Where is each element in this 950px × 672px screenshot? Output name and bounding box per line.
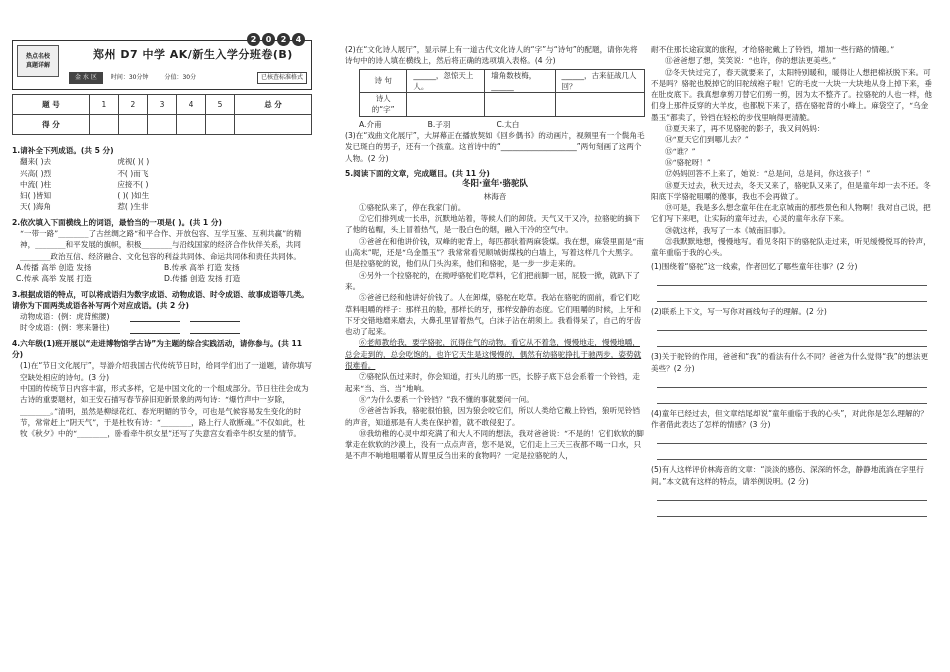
- answer-blank[interactable]: [190, 312, 240, 322]
- article-paragraph: ②它们排列成一长串，沉默地站着，等候人们的卸货。天气又干又冷，拉骆驼的摘下了他的毡帽，头上冒着热气，是一股白色的烟，融入干冷的空气中。: [345, 214, 640, 235]
- answer-line[interactable]: [657, 503, 927, 517]
- answer-line[interactable]: [657, 487, 927, 501]
- answer-line[interactable]: [657, 333, 927, 347]
- article-paragraph: ⑨爸爸告诉我，骆驼很怕狼，因为狼会咬它们，所以人类给它戴上铃铛，狼听见铃铛的声音，知道那是有人类在保护着，就不敢侵犯了。: [345, 406, 640, 427]
- animal-idiom-line: 动物成语：(例：虎背熊腰): [12, 311, 312, 322]
- season-idiom-line: 时令成语：(例：寒来暑往): [12, 322, 312, 333]
- question-4-2: (2)在“文化诗人展厅”，显示屏上有一道古代文化诗人的“字”与“诗句”的配题，请你先将诗句中的诗人填在横线上，然后将正确的选项填入表格。(4 分): [345, 45, 638, 66]
- answer-blank[interactable]: [130, 324, 180, 334]
- score-table: 题 号 1 2 3 4 5 总 分 得 分: [12, 94, 312, 135]
- poet-options: A.介甫 B.子羽 C.太白: [359, 119, 520, 129]
- question-3: 3.根据成语的特点，可以将成语归为数字成语、动物成语、时令成语、故事成语等几类。请你为下面两类成语各补写两个对应成语。(共 2 分): [12, 289, 309, 310]
- article-paragraph: ⑰妈妈回答不上来了，她说：“总是问，总是问，你这孩子！”: [665, 169, 871, 179]
- answer-line[interactable]: [657, 390, 927, 404]
- question-2-text: “一带一路”________了古丝绸之路“和平合作、开放包容、互学互鉴、互利共赢”的精神，________和平发展的旗帜，积极________与沿线国家的经济合作伙伴关系，共同________政治互信、经济融合、文化包容的利益共同体、命运共同体和责任共同体。: [20, 229, 302, 261]
- article-paragraph: ⑲可是，我是多么想念童年住在北京城南的那些景色和人物啊！我对自己说，把它们写下来吧，让实际的童年过去，心灵的童年永存下来。: [651, 203, 931, 224]
- article-paragraph: ④另外一个拉骆驼的，在拗呼骆驼们吃草料，它们把前脚一屈，屁股一掀，就趴下了来。: [345, 270, 640, 291]
- format-tag: 已核查标准格式: [257, 72, 307, 84]
- column-middle: [345, 44, 645, 462]
- exam-info-bar: [69, 72, 307, 84]
- answer-line[interactable]: [657, 272, 927, 286]
- year-badge: 2 0 2 4: [247, 33, 305, 46]
- underlined-paragraph: ⑥老师教给我，要学骆驼，沉得住气的动物。看它从不着急，慢慢地走，慢慢地嚼，总会走到的，总会吃饱的。也许它天生是这慢慢的，偶然有幼骆驼挣扎于驰两步，姿势就很难看。: [345, 338, 642, 371]
- time-label: 时间：30分钟: [110, 74, 149, 82]
- idiom-grid: 翻来( )去 虎视( )( ) 兴高( )烈 不( )而飞 中流( )柱 应接不( ) 妇( )皆知 ( )( )如生 天( )海角 惹( )生非: [20, 157, 150, 212]
- question-4-3: (3)在“戏曲文化展厅”，大屏幕正在播放契如《回乡偶书》的动画片，视频里有一个鬓角毛发已斑白的男子，还有一个孩童。这首诗中的“____________________”两句刻画了这两个人物。(2 分): [345, 131, 645, 163]
- question-5: 5.阅读下面的文章，完成题目。(共 11 分): [345, 168, 490, 178]
- article-paragraph: ⑯“骆驼呀！”: [665, 157, 711, 167]
- sub-question-1: (1)围绕着“骆驼”这一线索，作者回忆了哪些童年往事？(2 分): [651, 261, 858, 271]
- poet-table: 诗 句 ______，忽惊天上人。 墙角数枝梅，______ ______，古来征战几人回？ 诗人的“字”: [359, 69, 645, 117]
- column-left: [12, 35, 312, 439]
- question-4-1: (1)在“节日文化展厅”，导游介绍我国古代传统节日时，给同学们出了一道题，请你填写空缺处相应的诗句。(3 分): [20, 361, 312, 382]
- article-paragraph: ⑫冬天快过完了，春天就要来了，太阳特别暖和，暖得让人想把棉袄脱下来。可不是吗？骆驼也脱掉它的旧驼绒袍子啦！它的毛皮一大块一大块地从身上掉下来，垂在肚皮底下。我真想拿剪刀替它们剪一剪，因为太不整齐了。拉骆驼的人也一样，他们身上那件反穿的大羊皮，也都脱下来了，搭在骆驼背的小峰上。麻袋空了，“乌金墨玉”都卖了，铃铛在轻松的步伐里响得更清脆。: [651, 67, 932, 122]
- article-title: 冬阳·童年·骆驼队: [462, 179, 528, 190]
- sub-question-2: (2)联系上下文，写一写你对画线句子的理解。(2 分): [651, 306, 827, 316]
- score-label: 分值：30分: [164, 74, 197, 82]
- answer-blank[interactable]: [190, 324, 240, 334]
- column-right: [651, 44, 933, 519]
- article-paragraph: ⑪爸爸想了想，笑笑说：“也许，你的想法更美些。”: [665, 56, 837, 66]
- article-paragraph: ⑩我幼稚的心灵中却充满了和大人不同的想法，我对爸爸说：“不是的！它们软软的脚掌走在软软的沙漠上，没有一点点声音，您不是说，它们走上三天三夜都不喝一口水，只是不声不响地咀嚼着从胃里反刍出来的食物吗？一定是拉骆驼的人，: [345, 428, 644, 461]
- article-paragraph: ⑮“谁？”: [665, 146, 696, 156]
- sub-question-3: (3)关于驼铃的作用，爸爸和“我”的看法有什么不同？爸爸为什么觉得“我”的想法更美些？(2 分): [651, 352, 929, 373]
- article-paragraph: ⑬夏天来了，再不见骆驼的影子，我又问妈妈：: [665, 124, 825, 134]
- sub-question-4: (4)童年已经过去，但文章结尾却说“童年重临于我的心头”，对此你是怎么理解的？作者借此表达了怎样的情感？(3 分): [651, 408, 928, 430]
- answer-line[interactable]: [657, 430, 927, 444]
- article-paragraph: 耐不住那长途寂寞的旅程，才给骆驼戴上了铃铛，增加一些行路的情趣。”: [651, 45, 895, 54]
- answer-line[interactable]: [657, 446, 927, 460]
- article-paragraph: ⑱夏天过去，秋天过去，冬天又来了，骆驼队又来了，但是童年却一去不还。冬阳底下学骆驼咀嚼的傻事，我也不会再做了。: [651, 180, 931, 201]
- hot-school-badge: 热点名校 真题详解: [17, 45, 59, 77]
- article-paragraph: ⑧“为什么要系一个铃铛？”我不懂的事就要问一问。: [359, 394, 534, 404]
- answer-line[interactable]: [657, 317, 927, 331]
- article-paragraph: ③爸爸在和他讲价钱，双峰的驼背上，每匹都驮着两麻袋煤。我在想，麻袋里面是“南山高末”呢，还是“乌金墨玉”？我常常看见顺城街煤栈的白墙上，写着这样几个大黑字。但是拉骆驼的说，他们从门头沟来，他们和骆驼，是一步一步走来的。: [345, 236, 644, 269]
- article-paragraph: ⑤爸爸已经和他讲好价钱了。人在卸煤，骆驼在吃草。我站在骆驼的面前，看它们吃草料咀嚼的样子：那样丑的脸，那样长的牙，那样安静的态度。它们咀嚼的时候，上牙和下牙交错地磨来磨去，大鼻孔里冒着热气，白沫子沾在胡须上。我看得呆了，自己的牙齿也动了起来。: [345, 293, 642, 337]
- question-1: 1.请补全下列成语。(共 5 分): [12, 146, 114, 155]
- answer-line[interactable]: [657, 288, 927, 302]
- article-author: 林海音: [483, 191, 507, 201]
- question-4: 4.六年级(1)班开展以“走进博物馆学古诗”为主题的综合实践活动，请你参与。(共 11 分): [12, 338, 303, 360]
- sub-question-5: (5)有人这样评价林海音的文章：“淡淡的感伤、深深的怀念，静静地流淌在字里行间。”本文就有这样的特点，请举例说明。(2 分): [651, 465, 924, 486]
- article-paragraph: ⑦骆驼队伍过来时，你会知道，打头儿的那一匹，长脖子底下总会系着一个铃铛，走起来“当、当、当”地响。: [345, 372, 640, 393]
- answer-line[interactable]: [657, 374, 927, 388]
- article-paragraph: ⑳就这样，我写了一本《城南旧事》。: [665, 225, 791, 235]
- question-2-options: A.传播 高举 创造 发扬 B.传承 高举 打造 发扬 C.传承 高举 发展 打造 D.传播 创造 发扬 打造: [16, 262, 241, 284]
- article-paragraph: ①骆驼队来了，停在我家门前。: [359, 202, 466, 212]
- article-paragraph: ㉑我默默地想，慢慢地写。看见冬阳下的骆驼队走过来，听见缓慢悦耳的铃声，童年重临于我的心头。: [651, 237, 931, 258]
- article-paragraph: ⑭“夏天它们到哪儿去？”: [665, 135, 749, 145]
- exam-header: [12, 35, 312, 90]
- exam-title: 郑州 D7 中学 AK/新生入学分班卷(B): [93, 48, 293, 61]
- question-4-1-text: 中国的传统节日内容丰富，形式多样，它是中国文化的一个组成部分。节日往往会成为古诗的重要题材，如王安石描写春节辞旧迎新景象的两句诗：“爆竹声中一岁除，________。”清明，虽然是柳绿花红、春光明媚的节令，可也是气候容易发生变化的时节，常常赶上“阴天气”，于是杜牧有诗：“________，路上行人欲断魂。”不仅如此，杜牧《秋夕》中的“________，卧看牵牛织女星”还写了失意宫女看牵牛织女星的情节。: [20, 383, 309, 439]
- district-label: 金 水 区: [69, 72, 103, 84]
- answer-blank[interactable]: [130, 312, 180, 322]
- question-2: 2.依次填入下面横线上的词语，最恰当的一项是( )。(共 1 分): [12, 217, 222, 227]
